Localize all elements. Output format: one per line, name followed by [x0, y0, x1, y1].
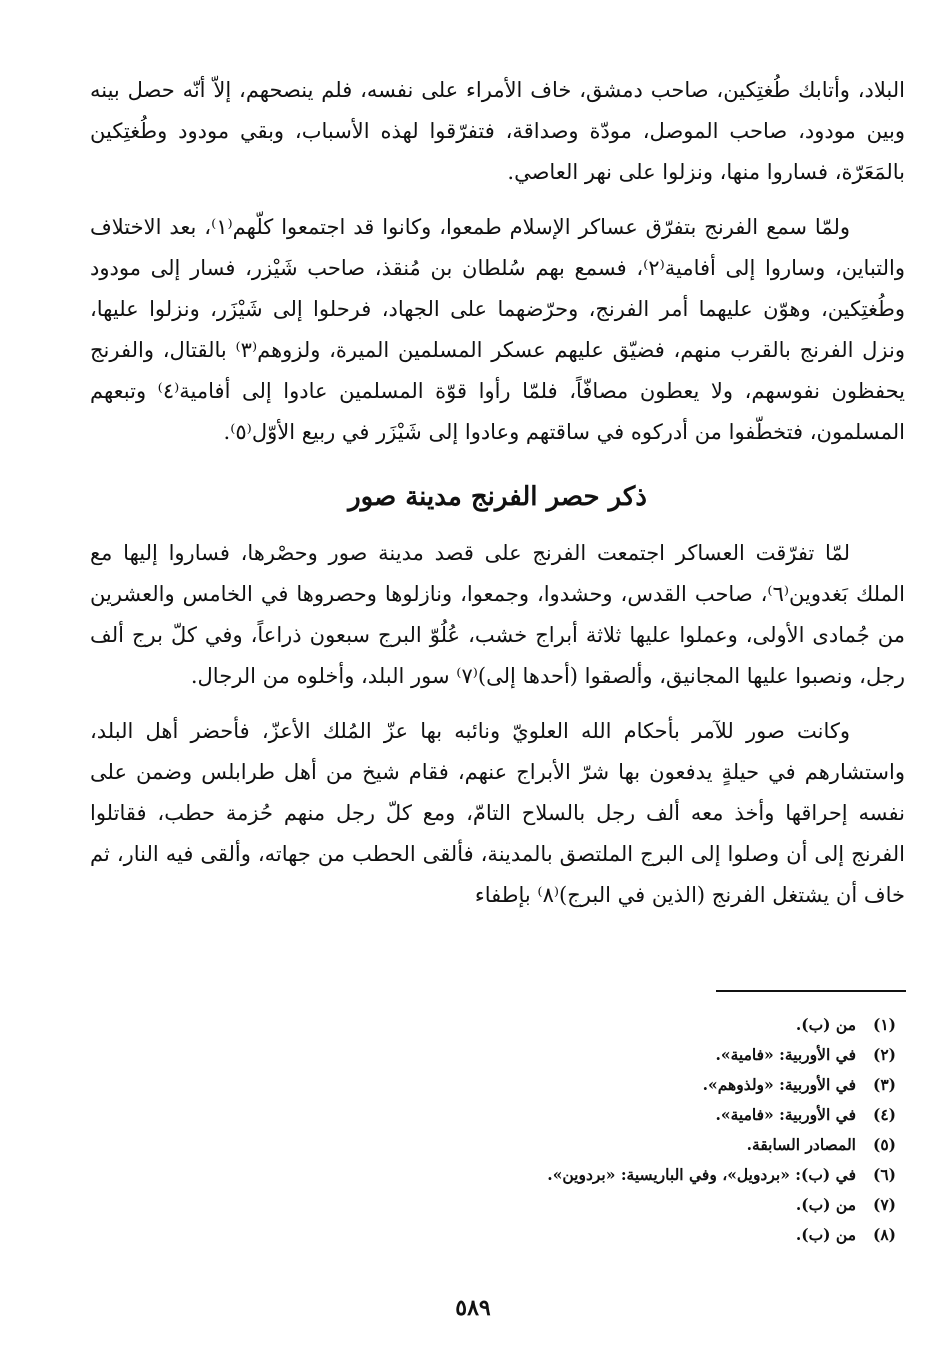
footnote-item: [296, 1010, 896, 1040]
footnote-text: في الأوربية: «فامية».: [715, 1045, 856, 1064]
footnote-text: من (ب).: [795, 1225, 856, 1244]
paragraph-1: البلاد، وأتابك طُغتِكين، صاحب دمشق، خاف الأمراء على نفسه، فلم ينصحهم، إلاّ أنّه حصل بينه وبين مودود، صاحب الموصل، مودّة وصداقة، فتفرّقوا لهذه الأسباب، وبقي مودود وطُغتِكين بالمَعَرّة، فساروا منها، ونزلوا على نهر العاصي.: [90, 78, 905, 184]
page-body: [90, 70, 905, 930]
footnote-text: في (ب): «بردويل»، وفي الباريسية: «بردوين».: [547, 1165, 856, 1184]
footnote-item: [296, 1160, 896, 1190]
footnote-item: [296, 1100, 896, 1130]
page-number: ٥٨٩: [455, 1295, 491, 1321]
footnote-number: (٦): [872, 1165, 896, 1184]
footnote-item: [296, 1040, 896, 1070]
paragraph-2: ولمّا سمع الفرنج بتفرّق عساكر الإسلام طمعوا، وكانوا قد اجتمعوا كلّهم⁽١⁾، بعد الاختلاف والتباين، وساروا إلى أفامية⁽٢⁾، فسمع بهم سُلطان بن مُنقذ، صاحب شَيْزر، فسار إلى مودود وطُغتِكين، وهوّن عليهما أمر الفرنج، وحرّضهما على الجهاد، فرحلوا إلى شَيْزَر، ونزلوا عليها، ونزل الفرنج بالقرب منهم، فضيّق عليهم عسكر المسلمين الميرة، ولزوهم⁽٣⁾ بالقتال، والفرنج يحفظون نفوسهم، ولا يعطون مصافّاً، فلمّا رأوا قوّة المسلمين عادوا إلى أفامية⁽٤⁾ وتبعهم المسلمون، فتخطّفوا من أدركوه في ساقتهم وعادوا إلى شَيْزَر في ربيع الأوّل⁽٥⁾.: [90, 215, 905, 444]
footnote-number: (٧): [872, 1195, 896, 1214]
footnote-item: [296, 1220, 896, 1250]
footnote-item: [296, 1130, 896, 1160]
section-heading: ذكر حصر الفرنج مدينة صور: [348, 482, 647, 512]
paragraph-4: وكانت صور للآمر بأحكام الله العلويّ ونائبه بها عزّ المُلك الأعزّ، فأحضر أهل البلد، واستشارهم في حيلةٍ يدفعون بها شرّ الأبراج عنهم، فقام شيخ من أهل طرابلس وضمن على نفسه إحراقها وأخذ معه ألف رجل بالسلاح التامّ، ومع كلّ رجل منهم حُزمة حطب، فقاتلوا الفرنج إلى أن وصلوا إلى البرج الملتصق بالمدينة، فألقى الحطب من جهاته، وألقى فيه النار، ثم خاف أن يشتغل الفرنج (الذين في البرج)⁽٨⁾ بإطفاء: [90, 719, 905, 907]
footnote-number: (٨): [872, 1225, 896, 1244]
footnote-text: المصادر السابقة.: [746, 1135, 856, 1154]
paragraph-3: لمّا تفرّقت العساكر اجتمعت الفرنج على قصد مدينة صور وحصْرها، فساروا إليها مع الملك بَغدوين⁽٦⁾، صاحب القدس، وحشدوا، وجمعوا، ونازلوها وحصروها في الخامس والعشرين من جُمادى الأولى، وعملوا عليها ثلاثة أبراج خشب، عُلُوّ البرج سبعون ذراعاً، وفي كلّ برج ألف رجل، ونصبوا عليها المجانيق، وألصقوا (أحدها إلى)⁽٧⁾ سور البلد، وأخلوه من الرجال.: [90, 541, 906, 688]
footnote-divider: [716, 990, 906, 992]
footnote-text: في الأوربية: «ولذوهم».: [702, 1075, 856, 1094]
footnote-number: (٢): [872, 1045, 896, 1064]
footnote-number: (١): [872, 1015, 896, 1034]
footnote-text: من (ب).: [795, 1015, 856, 1034]
footnote-number: (٥): [872, 1135, 896, 1154]
footnote-text: من (ب).: [795, 1195, 856, 1214]
footnote-text: في الأوربية: «فامية».: [715, 1105, 856, 1124]
footnote-item: [296, 1190, 896, 1220]
footnote-number: (٤): [872, 1105, 896, 1124]
footnotes: [296, 1010, 896, 1250]
footnote-item: [296, 1070, 896, 1100]
footnote-number: (٣): [872, 1075, 896, 1094]
